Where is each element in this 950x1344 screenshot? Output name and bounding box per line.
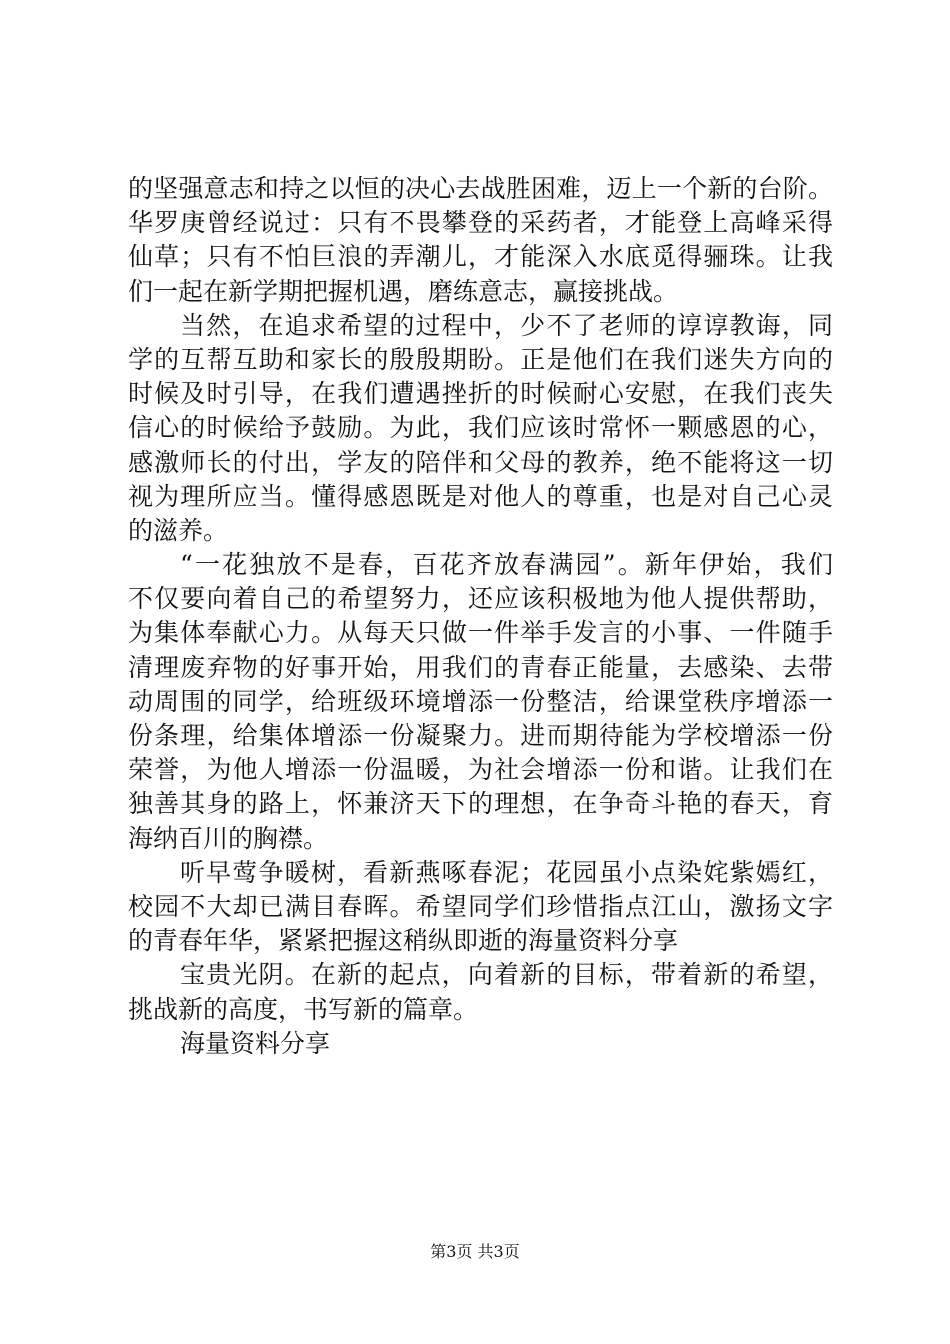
text-line: 们一起在新学期把握机遇，磨练意志，赢接挑战。 bbox=[128, 276, 679, 306]
text-line: 海纳百川的胸襟。 bbox=[128, 823, 329, 853]
text-line: 独善其身的路上，怀兼济天下的理想，在争奇斗艳的春天，育 bbox=[128, 789, 833, 819]
text-line: 不仅要向着自己的希望努力，还应该积极地为他人提供帮助， bbox=[128, 584, 833, 614]
text-line: 学的互帮互助和家长的殷殷期盼。正是他们在我们迷失方向的 bbox=[128, 344, 833, 374]
text-line: 当然，在追求希望的过程中，少不了老师的谆谆教诲，同 bbox=[180, 310, 833, 340]
text-line: 海量资料分享 bbox=[180, 1028, 331, 1058]
text-line: 仙草；只有不怕巨浪的弄潮儿，才能深入水底觅得骊珠。让我 bbox=[128, 242, 833, 272]
page-number-footer: 第3页 共3页 bbox=[430, 1242, 520, 1261]
text-line: 的滋养。 bbox=[128, 515, 229, 545]
text-line: 信心的时候给予鼓励。为此，我们应该时常怀一颗感恩的心， bbox=[128, 413, 833, 443]
text-line: 时候及时引导，在我们遭遇挫折的时候耐心安慰，在我们丧失 bbox=[128, 379, 833, 409]
text-line: 听早莺争暖树，看新燕啄春泥；花园虽小点染姹紫嫣红， bbox=[180, 857, 833, 887]
document-body bbox=[128, 172, 833, 1061]
text-line: 华罗庚曾经说过：只有不畏攀登的采药者，才能登上高峰采得 bbox=[128, 208, 833, 238]
text-line: 份条理，给集体增添一份凝聚力。进而期待能为学校增添一份 bbox=[128, 721, 833, 750]
text-line: 视为理所应当。懂得感恩既是对他人的尊重，也是对自己心灵 bbox=[128, 481, 833, 511]
text-line: 感激师长的付出，学友的陪伴和父母的教养，绝不能将这一切 bbox=[128, 447, 833, 477]
text-line: 挑战新的高度，书写新的篇章。 bbox=[128, 994, 479, 1024]
text-line: 清理废弃物的好事开始，用我们的青春正能量，去感染、去带 bbox=[128, 652, 833, 682]
text-line: 荣誉，为他人增添一份温暖，为社会增添一份和谐。让我们在 bbox=[128, 755, 833, 785]
text-line: 的坚强意志和持之以恒的决心去战胜困难，迈上一个新的台阶。 bbox=[128, 174, 833, 203]
text-line: “一花独放不是春，百花齐放春满园”。新年伊始，我们 bbox=[180, 550, 833, 580]
text-line: 动周围的同学，给班级环境增添一份整洁，给课堂秩序增添一 bbox=[128, 686, 833, 716]
text-line: 宝贵光阴。在新的起点，向着新的目标，带着新的希望， bbox=[180, 960, 833, 990]
text-line: 校园不大却已满目春晖。希望同学们珍惜指点江山，激扬文字 bbox=[128, 891, 833, 921]
text-line: 的青春年华，紧紧把握这稍纵即逝的海量资料分享 bbox=[128, 926, 679, 956]
text-line: 为集体奉献心力。从每天只做一件举手发言的小事、一件随手 bbox=[128, 618, 833, 648]
